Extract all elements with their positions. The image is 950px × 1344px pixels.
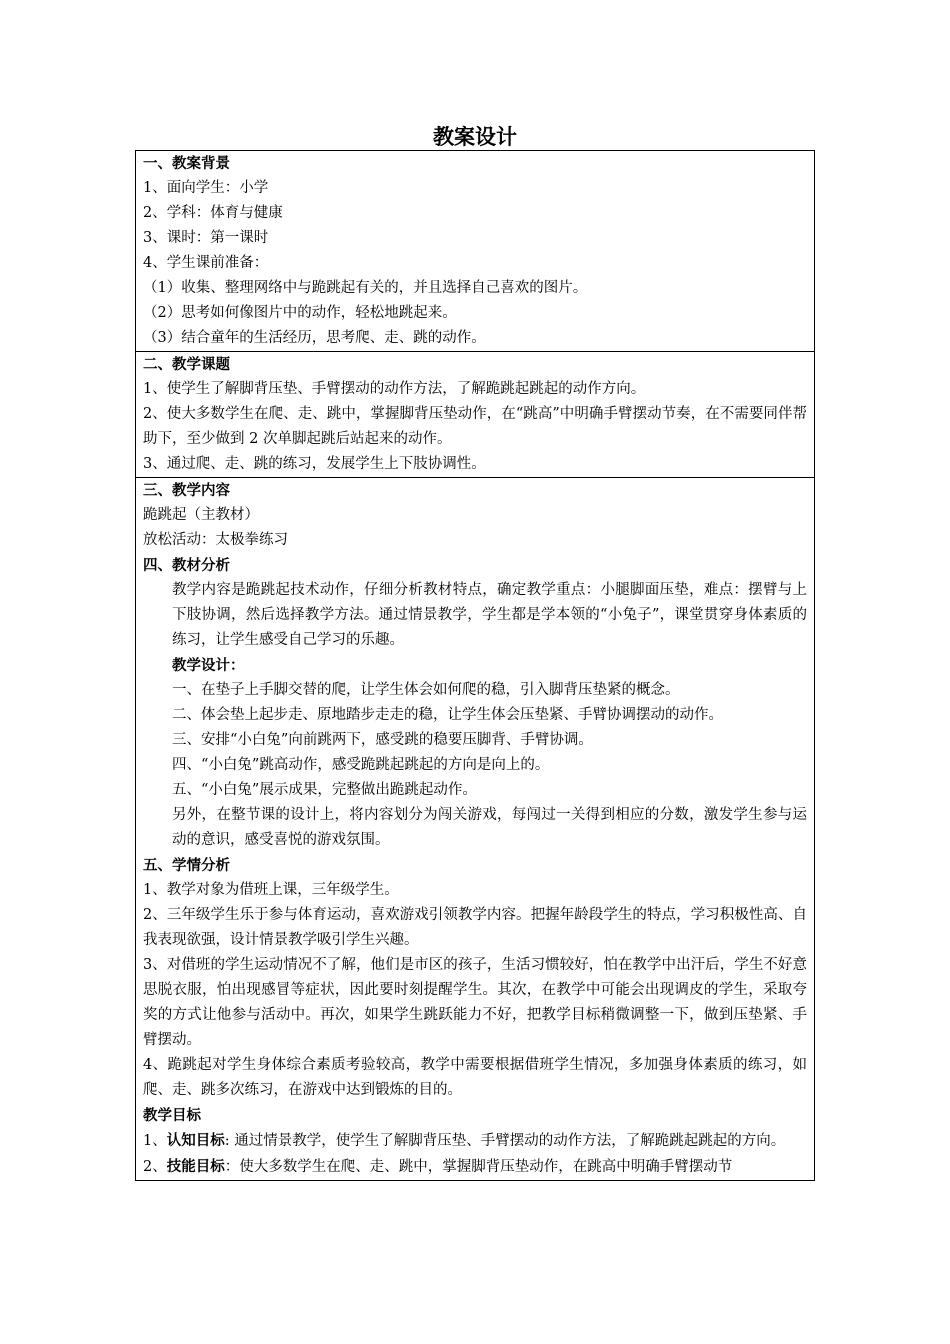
text-paragraph: 另外，在整节课的设计上，将内容划分为闯关游戏，每闯过一关得到相应的分数，激发学生参与运动的意识，感受喜悦的游戏氛围。 [172,807,807,848]
text-paragraph: 3、对借班的学生运动情况不了解，他们是市区的孩子，生活习惯较好，怕在教学中出汗后，学生不好意思脱衣服，怕出现感冒等症状，因此要时刻提醒学生。其次，在教学中可能会出现调皮的学生，采取夸奖的方式让他参与活动中。再次，如果学生跳跃能力不好，把教学目标稍微调整一下，做到压垫紧、手臂摆动。 [143,957,807,1048]
text-paragraph: 2、三年级学生乐于参与体育运动，喜欢游戏引领教学内容。把握年龄段学生的特点，学习积极性高、自我表现欲强，设计情景教学吸引学生兴趣。 [143,907,807,948]
text-line: 放松活动：太极拳练习 [143,532,288,548]
goal-prefix: 2、 [143,1159,167,1175]
goal-label: 认知目标 [166,1132,225,1149]
section-heading: 一、教案背景 [143,155,230,172]
section-background [136,151,814,351]
document-title: 教案设计 [433,124,517,149]
text-line: 1、教学对象为借班上课，三年级学生。 [143,882,399,898]
section-content [136,477,814,1180]
text-line: 跪跳起（主教材） [143,507,259,523]
section-heading: 二、教学课题 [143,356,230,373]
goal-prefix: 1、 [143,1133,167,1149]
text-paragraph: 2、使大多数学生在爬、走、跳中，掌握脚背压垫动作，在“跳高”中明确手臂摆动节奏，在不需要同伴帮助下，至少做到 2 次单脚起跳后站起来的动作。 [143,406,807,447]
section-heading: 五、学情分析 [143,857,230,874]
text-line: 3、通过爬、走、跳的练习，发展学生上下肢协调性。 [143,456,486,472]
text-paragraph: 4、跪跳起对学生身体综合素质考验较高，教学中需要根据借班学生情况，多加强身体素质的练习，如爬、走、跳多次练习，在游戏中达到锻炼的目的。 [143,1057,807,1098]
text-line: 3、课时：第一课时 [143,230,269,246]
goal-cognitive [143,1128,807,1154]
text-line: 1、面向学生：小学 [143,180,269,196]
text-paragraph: 教学内容是跪跳起技术动作，仔细分析教材特点，确定教学重点：小腿脚面压垫，难点：摆臂与上下肢协调，然后选择教学方法。通过情景教学，学生都是学本领的“小兔子”，课堂贯穿身体素质的练习，让学生感受自己学习的乐趣。 [172,582,807,648]
text-line: 4、学生课前准备： [143,255,269,271]
text-line: 二、体会垫上起步走、原地踏步走走的稳，让学生体会压垫紧、手臂协调摆动的动作。 [172,707,723,723]
text-line: 三、安排“小白兔”向前跳两下，感受跳的稳要压脚背、手臂协调。 [172,732,593,748]
text-line: （3）结合童年的生活经历，思考爬、走、跳的动作。 [143,330,486,346]
section-heading: 三、教学内容 [143,482,230,499]
goal-text: ：使大多数学生在爬、走、跳中，掌握脚背压垫动作，在跳高中明确手臂摆动节 [224,1159,733,1175]
text-line: （1）收集、整理网络中与跪跳起有关的，并且选择自己喜欢的图片。 [143,280,588,296]
goal-label: 技能目标 [166,1158,225,1175]
text-line: 四、“小白兔”跳高动作，感受跪跳起跳起的方向是向上的。 [172,757,550,773]
text-line: 一、在垫子上手脚交替的爬，让学生体会如何爬的稳，引入脚背压垫紧的概念。 [172,682,680,698]
text-line: （2）思考如何像图片中的动作，轻松地跳起来。 [143,305,457,321]
section-heading: 四、教材分析 [143,557,230,574]
goal-skill [143,1154,807,1180]
subsection-heading: 教学设计： [172,657,245,674]
text-line: 2、学科：体育与健康 [143,205,283,221]
text-line: 五、“小白兔”展示成果，完整做出跪跳起动作。 [172,782,477,798]
section-topic [136,351,814,477]
goal-text: : 通过情景教学，使学生了解脚背压垫、手臂摆动的动作方法，了解跪跳起跳起的方向。 [224,1133,786,1149]
text-line: 1、使学生了解脚背压垫、手臂摆动的动作方法，了解跪跳起跳起的动作方向。 [143,381,646,397]
lesson-plan-table [135,150,815,1181]
section-heading: 教学目标 [143,1107,201,1124]
